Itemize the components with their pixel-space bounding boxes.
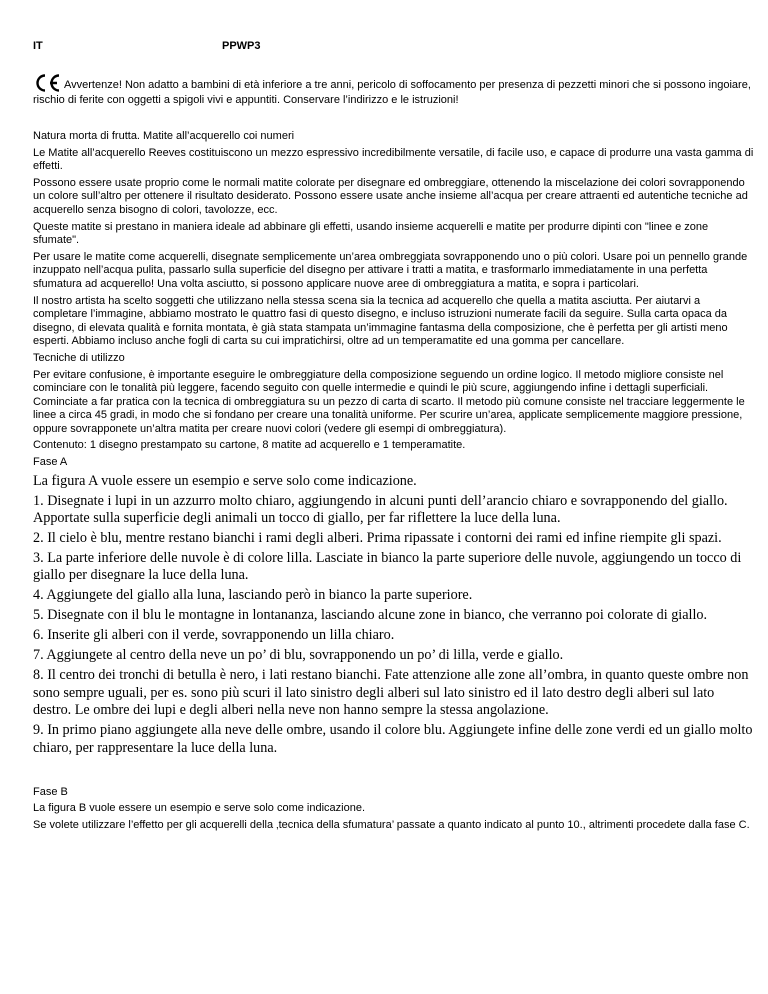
phase-b-text: Se volete utilizzare l’effetto per gli acquerelli della ‚tecnica della sfumatura’ passate a quanto indicato al punto 10., altrimenti procedete dalla fase C. (33, 818, 750, 831)
intro-paragraph: Queste matite si prestano in maniera ideale ad abbinare gli effetti, usando insieme acquerelli e matite per produrre dipinti con "linee e zone sfumate". (33, 220, 709, 247)
ce-mark-icon (33, 73, 63, 93)
phase-a-step: 9. In primo piano aggiungete alla neve delle ombre, usando il colore blu. Aggiungete infine delle zone verdi ed un giallo molto chiaro, per rappresentare la luce della luna. (33, 722, 753, 756)
phase-a-section (33, 473, 755, 757)
intro-paragraph: Per usare le matite come acquerelli, disegnate semplicemente un’area ombreggiata sovrapponendo uno o più colori. Usare poi un pennello grande inzuppato nell’acqua pulita, passarlo sulla superficie del disegno per attivare i tratti a matita, e trasformarlo immediatamente in una perfetta sfumatura ad acquerello! Una volta asciutto, si possono applicare nuove aree di ombreggiatura a matita, e sopra i particolari. (33, 250, 748, 290)
intro-paragraph: Le Matite all’acquerello Reeves costituiscono un mezzo espressivo incredibilmente versatile, di facile uso, e capace di produrre una vasta gamma di effetti. (33, 146, 754, 173)
phase-a-step: 5. Disegnate con il blu le montagne in lontananza, lasciando alcune zone in bianco, che verranno poi colorate di giallo. (33, 607, 708, 624)
phase-a-step: 4. Aggiungete del giallo alla luna, lasciando però in bianco la parte superiore. (33, 587, 473, 604)
warning-text: Avvertenze! Non adatto a bambini di età inferiore a tre anni, pericolo di soffocamento per presenza di pezzetti minori che si possono ingoiare, rischio di ferite con oggetti a spigoli vivi e appuntiti. Conservare l’indirizzo e le istruzioni! (33, 79, 751, 106)
phase-a-intro: La figura A vuole essere un esempio e serve solo come indicazione. (33, 472, 417, 489)
contents-line: Contenuto: 1 disegno prestampato su cartone, 8 matite ad acquerello e 1 temperamatite. (33, 439, 466, 452)
techniques-title: Tecniche di utilizzo (33, 351, 125, 364)
phase-a-title: Fase A (33, 456, 68, 469)
phase-a-step: 3. La parte inferiore delle nuvole è di colore lilla. Lasciate in bianco la parte superiore delle nuvole, aggiungendo un tocco di giallo per disegnare la luce della luna. (33, 550, 742, 584)
phase-a-step: 6. Inserite gli alberi con il verde, sovrapponendo un lilla chiaro. (33, 627, 395, 644)
safety-warning (33, 73, 755, 108)
techniques-text: Per evitare confusione, è importante eseguire le ombreggiature della composizione seguendo un ordine logico. Il metodo migliore consiste nel cominciare con le tonalità più leggere, facendo seguito con quelle intermedie e quindi le più scure, aggiungendo infine i dettagli superficiali. Cominciate a far pratica con la tecnica di ombreggiatura su un pezzo di carta di scarto. Il metodo più comune consiste nel tracciare leggermente le linee a circa 45 gradi, in modo che si fondano per creare una tonalità uniforme. Per scurire un’area, applicate semplicemente maggiore pressione, oppure sovrapponete un’altra matita per creare nuovi colori (vedere gli esempi di ombreggiatura). (33, 368, 745, 435)
product-code: PPWP3 (222, 40, 261, 52)
intro-paragraph: Il nostro artista ha scelto soggetti che utilizzano nella stessa scena sia la tecnica ad acquerello che quella a matita asciutta. Per aiutarvi a completare l’immagine, abbiamo mostrato le quattro fasi di questo disegno, e incluso istruzioni numerate facili da seguire. Sulla carta opaca da disegno, di elevata qualità e fornita montata, è già stata stampata un’immagine fantasma della composizione, che è perfetta per gli artisti meno esperti. Abbiamo incluso anche fogli di carta su cui impratichirsi, oltre ad un temperamatite ed una gomma per cancellare. (33, 294, 728, 348)
phase-b-title: Fase B (33, 785, 68, 798)
intro-title: Natura morta di frutta. Matite all’acquerello coi numeri (33, 130, 295, 142)
phase-a-step: 2. Il cielo è blu, mentre restano bianchi i rami degli alberi. Prima ripassate i contorni dei rami ed infine riempite gli spazi. (33, 530, 722, 547)
instructions-body (33, 130, 755, 835)
intro-paragraph: Possono essere usate proprio come le normali matite colorate per disegnare ed ombreggiare, ottenendo la miscelazione dei colori sovrapponendo un colore sull’altro per ottenere il risultato desiderato. Possono essere usate anche insieme all’acqua per creare attraenti ed autentiche tecniche ad acquerello senza bisogno di colori, tavolozze, ecc. (33, 176, 748, 216)
phase-a-step: 7. Aggiungete al centro della neve un po’ di blu, sovrapponendo un po’ di lilla, verde e giallo. (33, 647, 564, 664)
language-code: IT (33, 40, 43, 52)
phase-b-intro: La figura B vuole essere un esempio e serve solo come indicazione. (33, 802, 366, 815)
phase-a-step: 1. Disegnate i lupi in un azzurro molto chiaro, aggiungendo in alcuni punti dell’arancio chiaro e sovrapponendo del giallo. Apportate sulla superficie degli animali un tocco di giallo, per far riflettere la luce della luna. (33, 492, 728, 527)
phase-a-step: 8. Il centro dei tronchi di betulla è nero, i lati restano bianchi. Fate attenzione alle zone all’ombra, in quanto queste ombre non sono sempre uguali, per es. sono più scuri il lato sinistro degli alberi sul lato sinistro ed il lato destro degli alberi sul lato destro. Le ombre dei lupi e degli alberi nella neve non hanno sempre la stessa angolazione. (33, 667, 749, 719)
